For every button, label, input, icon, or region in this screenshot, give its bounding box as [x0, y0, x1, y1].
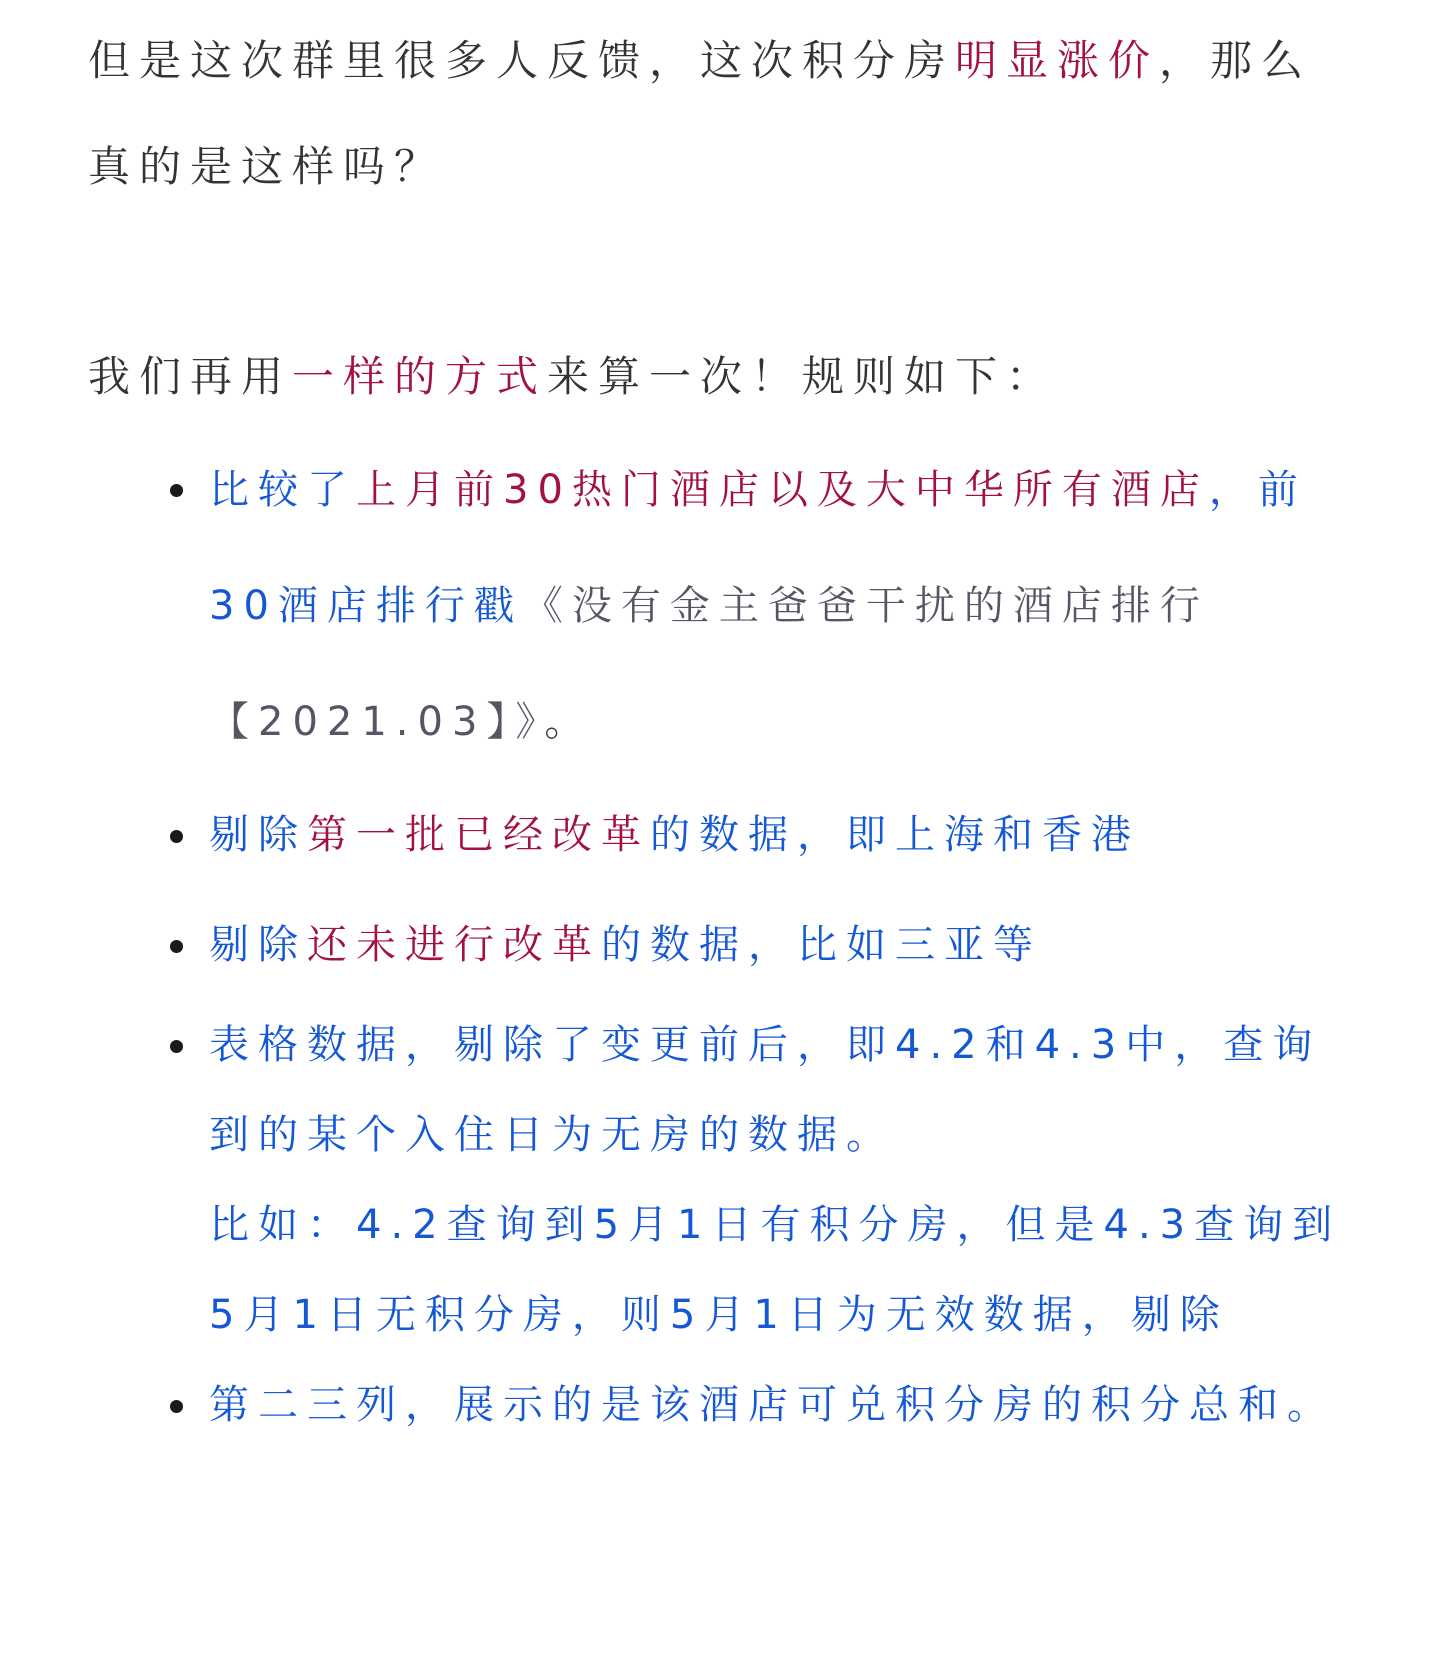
paragraph-text: 我们再用 [88, 352, 293, 401]
rule-text: 的数据，比如三亚等 [601, 922, 1042, 968]
rule-text: ，前30酒店排行戳 [209, 467, 1307, 629]
rules-list [88, 432, 1352, 1450]
rule-highlight: 第一批已经改革 [307, 812, 650, 858]
hotel-ranking-link[interactable]: 《没有金主爸爸干扰的酒店排行【2021.03】》 [209, 583, 1209, 745]
rule-highlight: 还未进行改革 [307, 922, 601, 968]
rule-highlight: 上月前30热门酒店以及大中华所有酒店 [356, 467, 1209, 513]
rule-example: 比如：4.2查询到5月1日有积分房，但是4.3查询到5月1日无积分房，则5月1日为无效数据，剔除 [209, 1202, 1342, 1338]
rule-item-hotel-scope [209, 432, 1352, 780]
rule-text: 表格数据，剔除了变更前后，即4.2和4.3中，查询到的某个入住日为无房的数据。 [209, 1022, 1322, 1158]
paragraph-method-intro [88, 324, 1352, 430]
rule-text: 剔除 [209, 922, 307, 968]
paragraph-text: 来算一次！规则如下： [547, 352, 1058, 401]
rule-text: 比较了 [209, 467, 356, 513]
paragraph-price-question [88, 0, 1352, 220]
rule-text: 剔除 [209, 812, 307, 858]
rule-item-exclude-unreformed [209, 890, 1352, 1000]
paragraph-text: 但是这次群里很多人反馈，这次积分房 [88, 36, 956, 85]
rule-text: 的数据，即上海和香港 [650, 812, 1140, 858]
highlight-price-rise: 明显涨价 [955, 36, 1160, 85]
rule-item-exclude-first-batch [209, 780, 1352, 890]
rule-item-columns [209, 1360, 1352, 1450]
rule-item-table-data [209, 1000, 1352, 1360]
rule-text: 第二三列，展示的是该酒店可兑积分房的积分总和。 [209, 1382, 1336, 1428]
rule-text: 。 [544, 699, 594, 745]
highlight-same-method: 一样的方式 [292, 352, 548, 401]
paragraph-text: ，那么真的是这样吗？ [88, 36, 1313, 191]
